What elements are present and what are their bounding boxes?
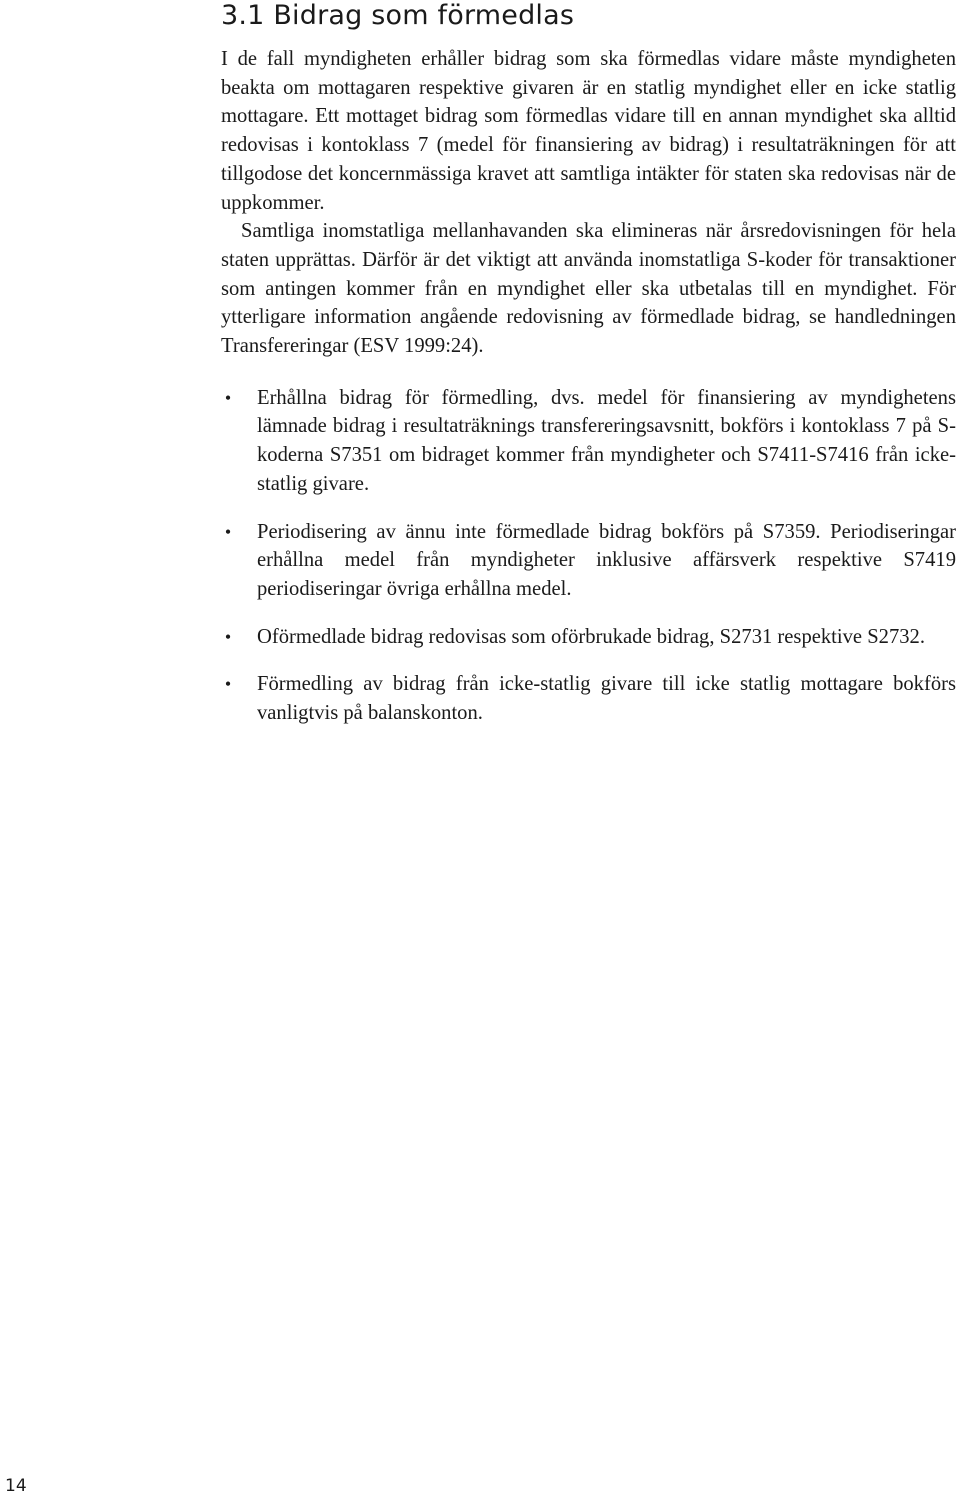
- bullet-icon: •: [224, 521, 232, 542]
- bullet-text: Oförmedlade bidrag redovisas som oförbrukade bidrag, S2731 respektive S2732.: [257, 625, 925, 648]
- section-body: [221, 45, 956, 747]
- paragraph-eliminations: Samtliga inomstatliga mellanhavanden ska elimineras när årsredovisningen för hela staten upprättas. Därför är det viktigt att använda inomstatliga S-koder för transaktioner som antingen kommer från en myndighet eller ska utbetalas till en myndighet. För ytterligare information angående redovisning av förmedlade bidrag, se handledningen Transfereringar (ESV 1999:24).: [221, 220, 956, 358]
- bullet-item-non-state-mediation: [221, 670, 956, 727]
- bullet-icon: •: [224, 387, 232, 408]
- bullet-item-unmediated-grants: [221, 623, 956, 652]
- bullet-icon: •: [224, 674, 232, 695]
- bullet-text: Erhållna bidrag för förmedling, dvs. medel för finansiering av myndighetens lämnade bidrag i resultaträknings transfereringsavsnitt, bokförs i kontoklass 7 på S-koderna S7351 om bidraget kommer från myndigheter och S7411-S7416 från icke-statlig givare.: [257, 386, 956, 495]
- bullet-list: [221, 384, 956, 728]
- bullet-icon: •: [224, 626, 232, 647]
- bullet-item-received-grants: [221, 384, 956, 499]
- bullet-item-accruals: [221, 518, 956, 604]
- paragraph-intro: I de fall myndigheten erhåller bidrag som ska förmedlas vidare måste myndigheten beakta om mottagaren respektive givaren är en statlig myndighet eller en icke statlig mottagare. Ett mottaget bidrag som förmedlas vidare till en annan myndighet ska alltid redovisas i kontoklass 7 (medel för finansiering av bidrag) i resultaträkningen för att tillgodose det koncernmässiga kravet att samtliga intäkter för staten ska redovisas när de uppkommer.: [221, 48, 956, 214]
- bullet-text: Periodisering av ännu inte förmedlade bidrag bokförs på S7359. Periodiseringar erhållna medel från myndigheter inklusive affärsverk respektive S7419 periodiseringar övriga erhållna medel.: [257, 520, 956, 600]
- section-heading: 3.1 Bidrag som förmedlas: [221, 0, 575, 31]
- page-number: 14: [5, 1476, 27, 1496]
- bullet-text: Förmedling av bidrag från icke-statlig givare till icke statlig mottagare bokförs vanligtvis på balanskonton.: [257, 673, 956, 725]
